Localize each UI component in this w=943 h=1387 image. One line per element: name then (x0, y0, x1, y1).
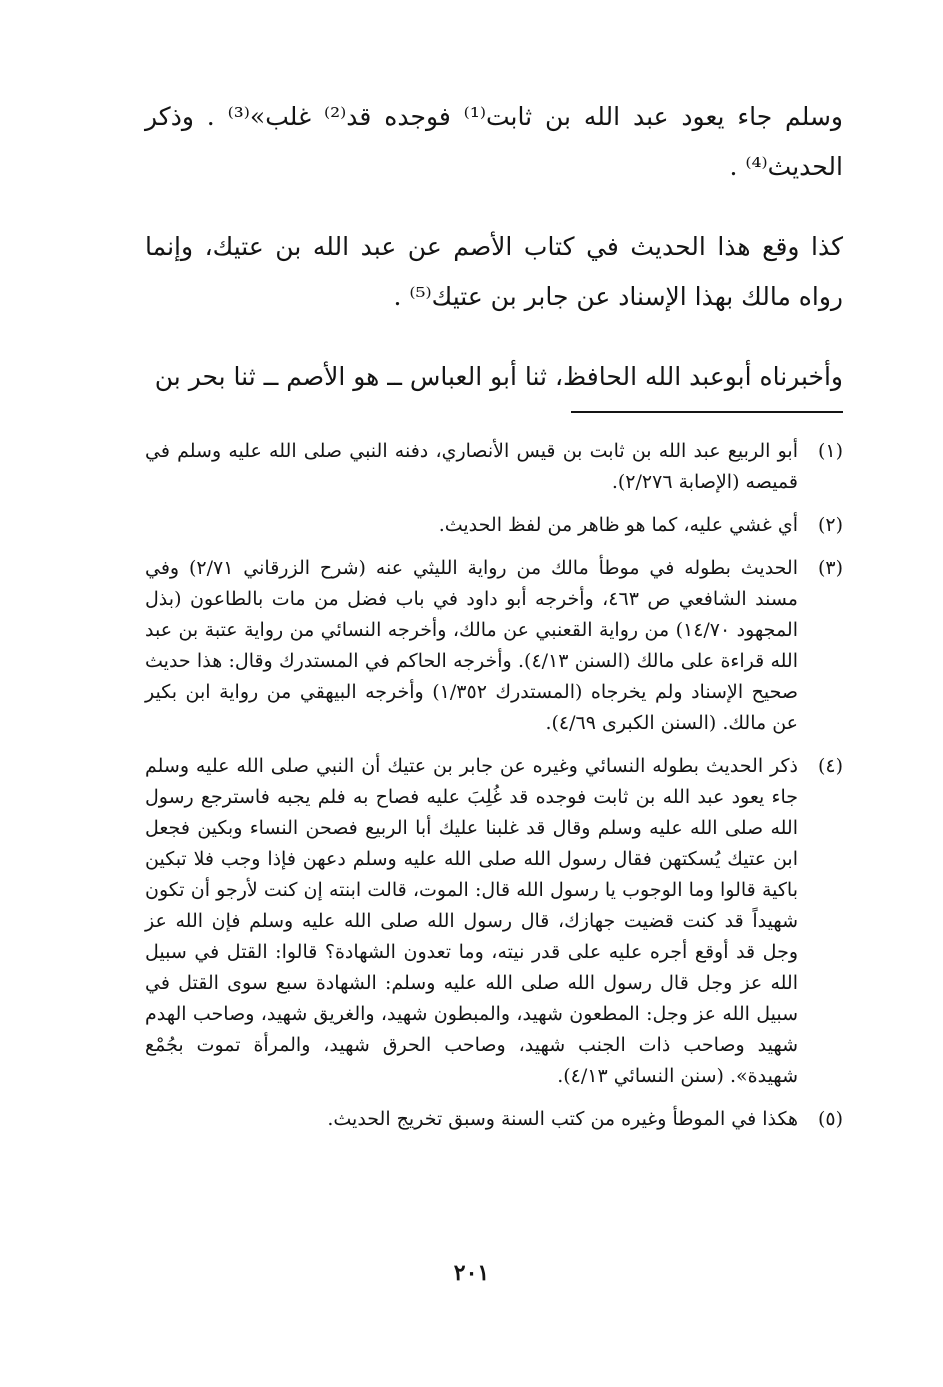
main-paragraph-1: وسلم جاء يعود عبد الله بن ثابت⁽¹⁾ فوجده قد⁽²⁾ غلب»⁽³⁾ . وذكر الحديث⁽⁴⁾ . (145, 102, 843, 181)
footnote-4 (145, 751, 843, 1092)
page-number: ٢٠١ (453, 1260, 490, 1286)
footnotes (145, 436, 843, 1147)
footnote-text: الحديث بطوله في موطأ مالك من رواية الليثي عنه (شرح الزرقاني ٢/٧١) وفي مسند الشافعي ص ٤٦٣، وأخرجه أبو داود في باب فضل من مات بالطاعون (بذل المجهود ١٤/٧٠) من رواية القعنبي عن مالك، وأخرجه النسائي من رواية عتبة بن عبد الله قراءة على مالك (السنن ٤/١٣). وأخرجه الحاكم في المستدرك وقال: هذا حديث صحيح الإسناد ولم يخرجاه (المستدرك ١/٣٥٢) وأخرجه البيهقي من رواية ابن بكير عن مالك. (السنن الكبرى ٤/٦٩). (145, 557, 799, 734)
footnote-number: (١) (817, 440, 843, 462)
footnote-text: هكذا في الموطأ وغيره من كتب السنة وسبق تخريج الحديث. (327, 1108, 798, 1130)
footnote-2 (145, 510, 843, 541)
footnote-5 (145, 1104, 843, 1135)
main-paragraph-2: كذا وقع هذا الحديث في كتاب الأصم عن عبد الله بن عتيك، وإنما رواه مالك بهذا الإسناد عن جابر بن عتيك⁽⁵⁾ . (145, 232, 843, 311)
footnote-number: (٤) (817, 755, 843, 777)
footnote-text: ذكر الحديث بطوله النسائي وغيره عن جابر بن عتيك أن النبي صلى الله عليه وسلم جاء يعود عبد الله بن ثابت فوجده قد غُلِبَ عليه فصاح به فلم يجبه فاسترجع رسول الله صلى الله عليه وسلم وقال قد غلبنا عليك أبا الربيع فصحن النساء وبكين فجعل ابن عتيك يُسكتهن فقال رسول الله صلى الله عليه وسلم دعهن فإذا وجب فلا تبكين باكية قالوا وما الوجوب يا رسول الله قال: الموت، قالت ابنته إن كنت لأرجو أن تكون شهيداً قد كنت قضيت جهازك، قال رسول الله صلى الله عليه وسلم فإن الله عز وجل قد أوقع أجره عليه على قدر نيته، وما تعدون الشهادة؟ قالوا: القتل في سبيل الله عز وجل قال رسول الله صلى الله عليه وسلم: الشهادة سبع سوى القتل في سبيل الله عز وجل: المطعون شهيد، والمبطون شهيد، والغريق شهيد، وصاحب الهدم شهيد وصاحب ذات الجنب شهيد، وصاحب الحرق شهيد، والمرأة تموت بجُمْع شهيدة». (سنن النسائي ٤/١٣). (145, 755, 798, 1087)
footnote-number: (٣) (817, 557, 843, 579)
main-paragraph-3: وأخبرناه أبوعبد الله الحافظ، ثنا أبو العباس ــ هو الأصم ــ ثنا بحر بن (154, 362, 843, 391)
main-text (145, 92, 843, 432)
footnote-3 (145, 553, 843, 739)
footnote-1 (145, 436, 843, 498)
footnote-divider (571, 411, 843, 413)
footnote-text: أبو الربيع عبد الله بن ثابت بن قيس الأنصاري، دفنه النبي صلى الله عليه وسلم في قميصه (الإصابة ٢/٢٧٦). (145, 440, 798, 493)
footnote-number: (٢) (817, 514, 843, 536)
footnote-text: أي غشي عليه، كما هو ظاهر من لفظ الحديث. (438, 514, 798, 536)
footnote-number: (٥) (817, 1108, 843, 1130)
